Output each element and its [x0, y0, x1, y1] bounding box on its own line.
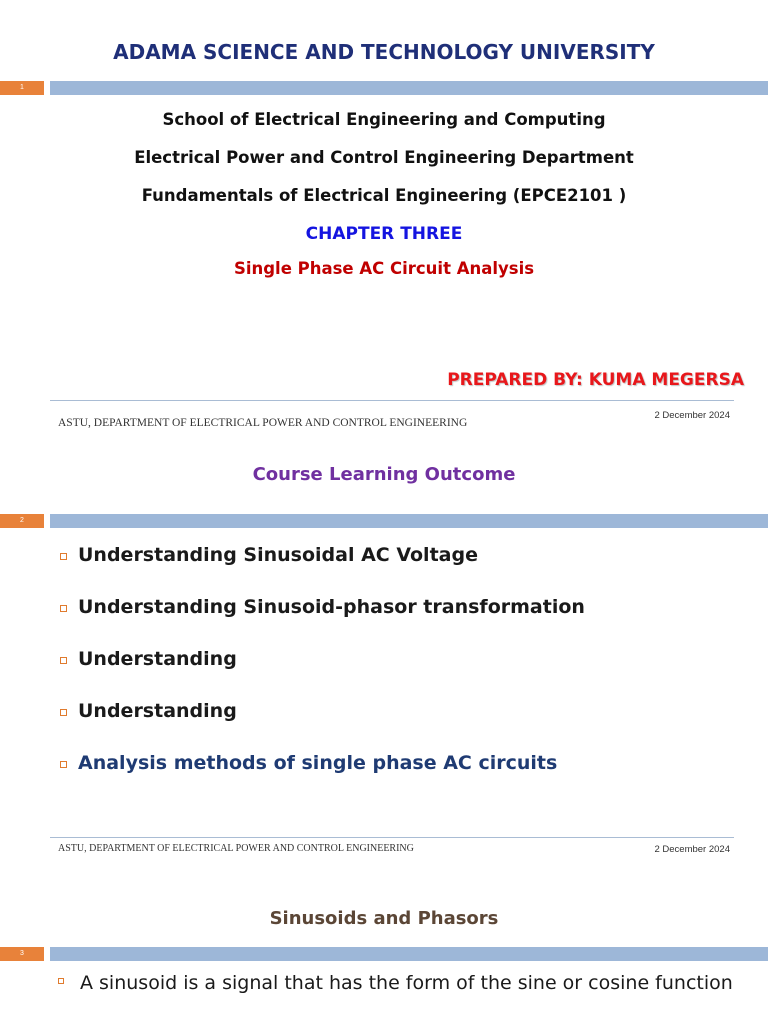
footer-department: ASTU, DEPARTMENT OF ELECTRICAL POWER AND CONTROL ENGINEERING [58, 843, 414, 854]
bullet-square-icon [60, 761, 67, 768]
footer-date: 2 December 2024 [654, 410, 730, 421]
footer-divider [50, 400, 734, 401]
bullet-square-icon [60, 709, 67, 716]
bullet-square-icon [60, 553, 67, 560]
learning-outcomes-list [58, 544, 585, 804]
footer-divider [50, 837, 734, 838]
chapter-topic: Single Phase AC Circuit Analysis [233, 259, 535, 278]
list-item: Understanding Sinusoid-phasor transformation [58, 596, 585, 648]
list-item: Understanding Sinusoidal AC Voltage [58, 544, 585, 596]
department-name: Electrical Power and Control Engineering Department [134, 148, 634, 167]
list-item: Understanding [58, 700, 585, 752]
slide-number-bar [0, 81, 768, 95]
sinusoid-definition: A sinusoid is a signal that has the form of the sine or cosine function [80, 968, 742, 999]
bullet-square-icon [60, 605, 67, 612]
prepared-by: PREPARED BY: KUMA MEGERSA [447, 370, 744, 390]
list-item: Understanding [58, 648, 585, 700]
slide-title: Course Learning Outcome [252, 464, 516, 485]
slide-number: 2 [0, 514, 44, 528]
list-item: Analysis methods of single phase AC circuits [58, 752, 585, 804]
school-name: School of Electrical Engineering and Computing [162, 110, 606, 129]
slide-title: Sinusoids and Phasors [269, 908, 499, 929]
slide-2 [0, 440, 768, 870]
slide-1 [0, 0, 768, 440]
footer-date: 2 December 2024 [654, 844, 730, 855]
slide-number: 3 [0, 947, 44, 961]
course-name: Fundamentals of Electrical Engineering (EPCE2101 ) [141, 186, 627, 205]
bullet-square-icon [60, 657, 67, 664]
chapter-label: CHAPTER THREE [305, 224, 463, 244]
slide-number-bar [0, 947, 768, 961]
university-title: ADAMA SCIENCE AND TECHNOLOGY UNIVERSITY [113, 40, 655, 64]
footer-department: ASTU, DEPARTMENT OF ELECTRICAL POWER AND CONTROL ENGINEERING [58, 417, 468, 429]
slide-3 [0, 870, 768, 1024]
slide-number-bar [0, 514, 768, 528]
slide-number: 1 [0, 81, 44, 95]
bullet-square-icon [58, 978, 64, 984]
